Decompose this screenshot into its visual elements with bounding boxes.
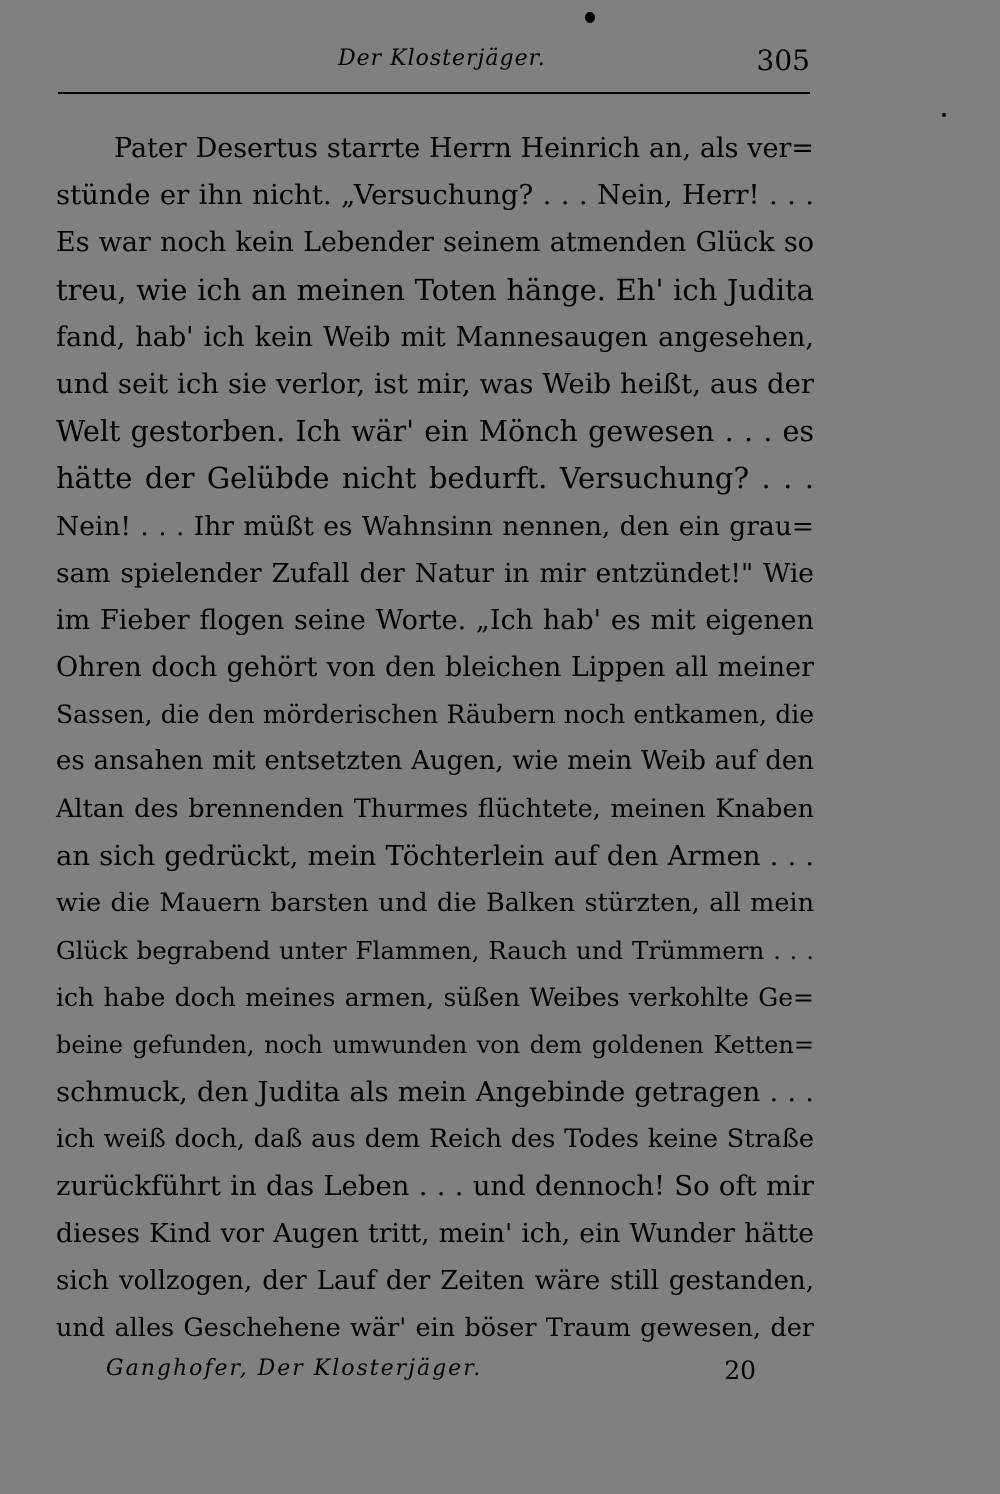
body-text xyxy=(56,125,814,1352)
text-line: Sassen, die den mörderischen Räubern noch entkamen, die xyxy=(56,700,814,730)
text-line: und seit ich sie verlor, ist mir, was Weib heißt, aus der xyxy=(56,367,814,400)
ink-speck xyxy=(585,12,595,23)
page-footer xyxy=(106,1356,756,1396)
page-header xyxy=(58,38,810,88)
text-line: Altan des brennenden Thurmes flüchtete, meinen Knaben xyxy=(56,793,814,824)
running-title: Der Klosterjäger. xyxy=(338,46,546,71)
text-line: sich vollzogen, der Lauf der Zeiten wäre still gestanden, xyxy=(56,1265,814,1296)
text-line: es ansahen mit entsetzten Augen, wie mein Weib auf den xyxy=(56,746,814,777)
text-line: fand, hab' ich kein Weib mit Mannesaugen angesehen, xyxy=(56,321,814,353)
signature-line: Ganghofer, Der Klosterjäger. xyxy=(106,1356,483,1381)
page-number: 305 xyxy=(756,44,810,77)
text-line: stünde er ihn nicht. „Versuchung? . . . Nein, Herr! . . . xyxy=(56,179,814,212)
text-line: Nein! . . . Ihr müßt es Wahnsinn nennen, den ein grau= xyxy=(56,510,814,542)
text-line: treu, wie ich an meinen Toten hänge. Eh' ich Judita xyxy=(56,272,814,307)
ink-speck xyxy=(942,113,946,117)
text-line: ich weiß doch, daß aus dem Reich des Todes keine Straße xyxy=(56,1123,814,1154)
text-line: schmuck, den Judita als mein Angebinde getragen . . . xyxy=(56,1075,814,1108)
text-line: wie die Mauern barsten und die Balken stürzten, all mein xyxy=(56,888,814,918)
text-line: sam spielender Zufall der Natur in mir entzündet!" Wie xyxy=(56,557,814,589)
text-line: Ohren doch gehört von den bleichen Lippen all meiner xyxy=(56,652,814,684)
text-line: ich habe doch meines armen, süßen Weibes verkohlte Ge= xyxy=(56,983,814,1013)
sheet-number: 20 xyxy=(724,1356,756,1385)
text-line: an sich gedrückt, mein Töchterlein auf den Armen . . . xyxy=(56,839,814,872)
text-line: Welt gestorben. Ich wär' ein Mönch gewesen . . . es xyxy=(56,415,814,449)
text-line: und alles Geschehene wär' ein böser Traum gewesen, der xyxy=(56,1312,814,1343)
text-line: Es war noch kein Lebender seinem atmenden Glück so xyxy=(56,227,814,259)
text-line: beine gefunden, noch umwunden von dem goldenen Ketten= xyxy=(56,1030,814,1059)
text-line: hätte der Gelübde nicht bedurft. Versuchung? . . . xyxy=(56,461,814,496)
text-line: Glück begrabend unter Flammen, Rauch und Trümmern . . . xyxy=(56,936,814,966)
text-line: im Fieber flogen seine Worte. „Ich hab' es mit eigenen xyxy=(56,604,814,636)
text-line: zurückführt in das Leben . . . und dennoch! So oft mir xyxy=(56,1170,814,1203)
text-line: Pater Desertus starrte Herrn Heinrich an, als ver= xyxy=(114,133,814,164)
header-rule xyxy=(58,92,810,94)
text-line: dieses Kind vor Augen tritt, mein' ich, ein Wunder hätte xyxy=(56,1218,814,1250)
